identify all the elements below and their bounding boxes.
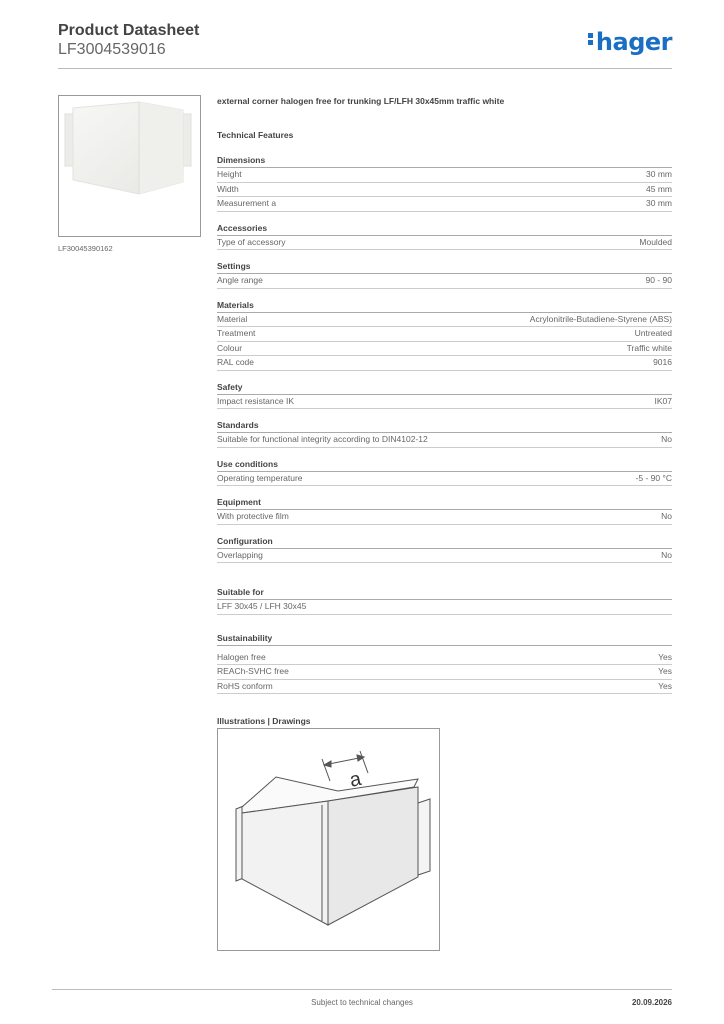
table-row: [217, 680, 672, 695]
group-title: Configuration: [217, 536, 672, 549]
row-value: 45 mm: [646, 183, 672, 194]
row-label: Treatment: [217, 328, 256, 338]
row-label: Width: [217, 183, 239, 194]
table-row: [217, 549, 672, 564]
table-row: [217, 168, 672, 183]
row-value: No: [661, 434, 672, 444]
feature-group: [217, 261, 672, 289]
row-value: Yes: [658, 680, 672, 691]
table-row: [217, 274, 672, 289]
table-row: [217, 600, 672, 615]
page-title: Product Datasheet: [58, 22, 200, 39]
product-description: external corner halogen free for trunking LF/LFH 30x45mm traffic white: [217, 96, 505, 106]
row-label: Suitable for functional integrity according to DIN4102-12: [217, 434, 428, 444]
table-row: [217, 510, 672, 525]
table-row: [217, 342, 672, 357]
illustrations-heading: Illustrations | Drawings: [217, 716, 311, 726]
group-title: Dimensions: [217, 155, 672, 168]
row-label: REACh-SVHC free: [217, 666, 289, 676]
footer-date: 20.09.2026: [631, 998, 672, 1007]
page-header: [58, 22, 672, 59]
table-row: [217, 197, 672, 212]
row-value: Untreated: [634, 328, 672, 338]
table-row: [217, 183, 672, 198]
row-value: 9016: [653, 357, 672, 367]
header-divider: [58, 68, 672, 69]
sustainability-group: [217, 633, 672, 695]
table-row: [217, 665, 672, 680]
feature-group: [217, 382, 672, 410]
row-value: 30 mm: [646, 169, 672, 179]
feature-group: [217, 459, 672, 487]
group-title: Settings: [217, 261, 672, 274]
row-label: Type of accessory: [217, 236, 286, 247]
row-label: Halogen free: [217, 651, 266, 662]
row-label: Height: [217, 169, 242, 179]
footer-divider: [52, 989, 672, 990]
row-value: No: [661, 511, 672, 521]
row-value: Moulded: [639, 236, 672, 247]
row-value: 30 mm: [646, 198, 672, 208]
feature-group: [217, 223, 672, 251]
feature-group: [217, 300, 672, 371]
row-label: Colour: [217, 342, 243, 353]
corner-drawing: [218, 729, 439, 950]
row-label: Angle range: [217, 275, 263, 285]
hager-logo: [588, 28, 672, 56]
logo-text: hager: [595, 28, 672, 56]
logo-dots-icon: [588, 31, 594, 47]
footer-note: Subject to technical changes: [311, 998, 413, 1007]
group-title: Sustainability: [217, 633, 672, 646]
group-title: Accessories: [217, 223, 672, 236]
row-label: Impact resistance IK: [217, 395, 295, 406]
row-label: Material: [217, 313, 248, 324]
row-value: Acrylonitrile-Butadiene-Styrene (ABS): [529, 313, 672, 324]
technical-drawing: [217, 728, 440, 951]
row-label: Overlapping: [217, 549, 263, 560]
feature-group: [217, 155, 672, 212]
product-image: [58, 95, 201, 237]
table-row: [217, 395, 672, 410]
group-title: Standards: [217, 420, 672, 433]
row-value: Yes: [658, 666, 672, 676]
feature-groups: [217, 155, 672, 563]
corner-piece-photo: [59, 96, 200, 236]
row-label: Operating temperature: [217, 472, 303, 483]
row-value: 90 - 90: [645, 275, 672, 285]
product-image-caption: LF30045390162: [58, 244, 113, 253]
feature-group: [217, 420, 672, 448]
row-value: Yes: [658, 651, 672, 662]
table-row: [217, 236, 672, 251]
dimension-label: a: [347, 767, 364, 792]
table-row: [217, 433, 672, 448]
row-value: No: [661, 549, 672, 560]
table-row: [217, 651, 672, 666]
table-row: [217, 313, 672, 328]
row-label: Measurement a: [217, 198, 277, 208]
sustainability-rows: [217, 651, 672, 695]
table-row: [217, 356, 672, 371]
feature-group: [217, 536, 672, 564]
suitable-for-group: [217, 587, 672, 615]
table-row: [217, 472, 672, 487]
row-label: RAL code: [217, 357, 255, 367]
row-label: With protective film: [217, 511, 289, 521]
group-title: Safety: [217, 382, 672, 395]
row-label: RoHS conform: [217, 680, 273, 691]
feature-group: [217, 497, 672, 525]
group-title: Materials: [217, 300, 672, 313]
group-title: Equipment: [217, 497, 672, 510]
table-row: [217, 327, 672, 342]
row-label: LFF 30x45 / LFH 30x45: [217, 601, 307, 611]
row-value: Traffic white: [626, 342, 672, 353]
datasheet-content: [217, 95, 672, 727]
technical-features-heading: Technical Features: [217, 130, 294, 140]
row-value: IK07: [654, 395, 672, 406]
group-title: Suitable for: [217, 587, 672, 600]
product-code: LF3004539016: [58, 41, 166, 58]
group-title: Use conditions: [217, 459, 672, 472]
row-value: -5 - 90 °C: [635, 472, 672, 483]
